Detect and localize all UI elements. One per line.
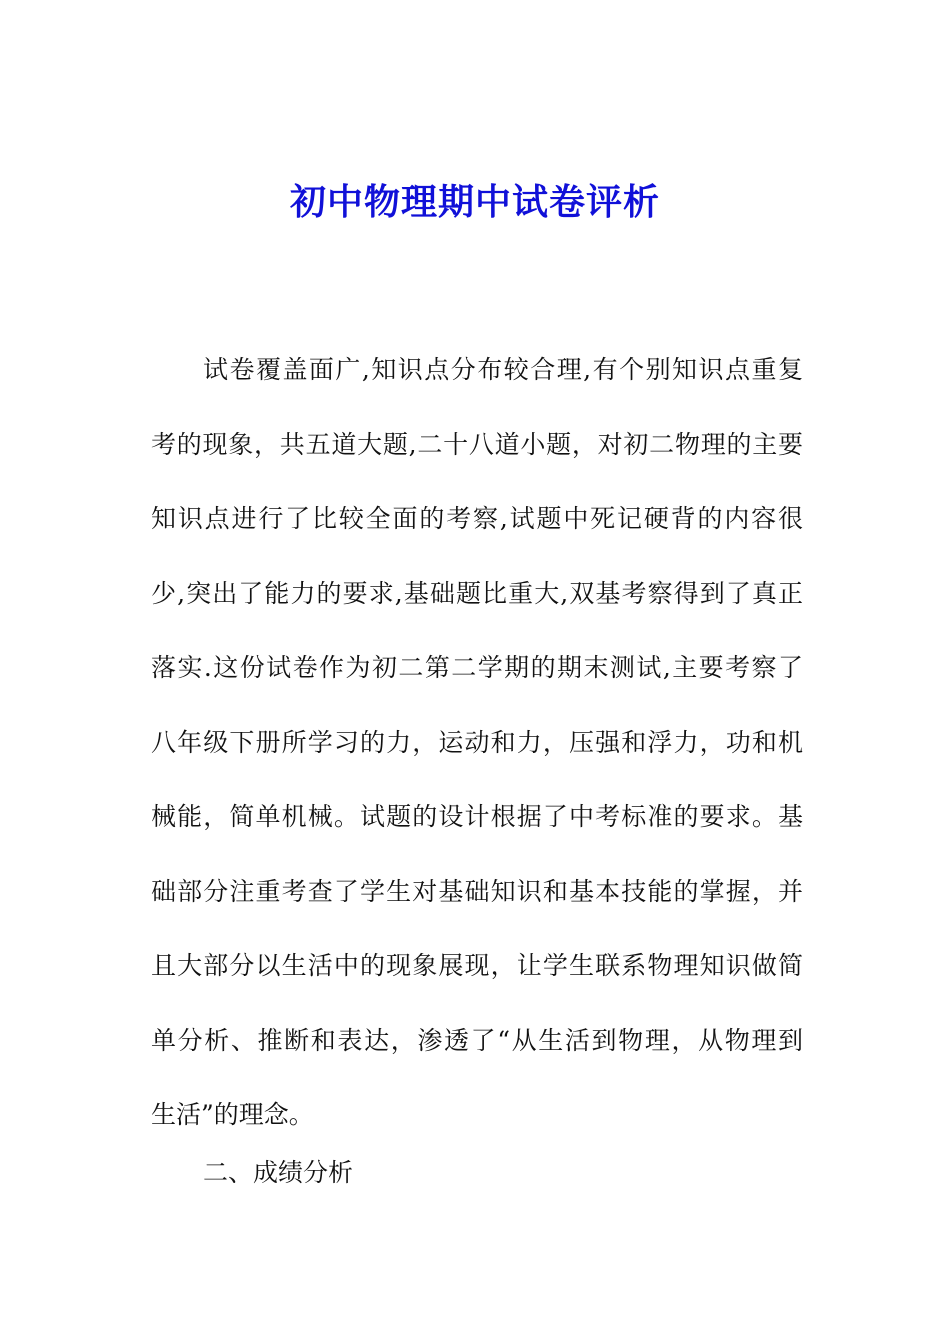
paragraph-line: 八年级下册所学习的力，运动和力，压强和浮力，功和机 <box>151 727 803 757</box>
paragraph-line: 础部分注重考查了学生对基础知识和基本技能的掌握，并 <box>151 876 803 906</box>
paragraph-line: 单分析、推断和表达，渗透了“从生活到物理，从物理到 <box>151 1025 803 1055</box>
paragraph-line: 且大部分以生活中的现象展现，让学生联系物理知识做简 <box>151 951 803 980</box>
intro-paragraph <box>151 333 803 1153</box>
paragraph-line: 考的现象，共五道大题,二十八道小题，对初二物理的主要 <box>151 429 803 459</box>
document-title: 初中物理期中试卷评析 <box>289 181 660 223</box>
paragraph-line: 试卷覆盖面广,知识点分布较合理,有个别知识点重复 <box>203 355 803 384</box>
paragraph-line: 械能，简单机械。试题的设计根据了中考标准的要求。基 <box>151 802 803 831</box>
paragraph-line: 知识点进行了比较全面的考察,试题中死记硬背的内容很 <box>151 504 803 533</box>
section-heading: 二、成绩分析 <box>203 1158 354 1187</box>
paragraph-line: 少,突出了能力的要求,基础题比重大,双基考察得到了真正 <box>151 578 803 608</box>
paragraph-line: 生活”的理念。 <box>151 1100 314 1129</box>
paragraph-line: 落实.这份试卷作为初二第二学期的期末测试,主要考察了 <box>151 653 803 682</box>
